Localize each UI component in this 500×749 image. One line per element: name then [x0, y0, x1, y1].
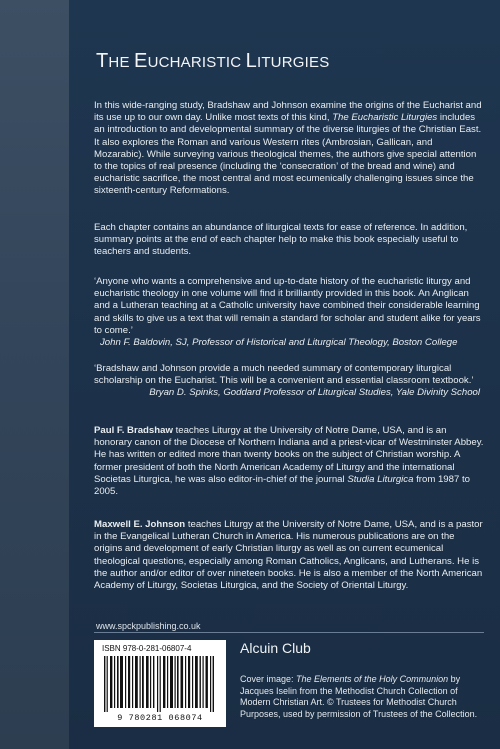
divider — [94, 632, 484, 633]
artwork-title: The Elements of the Holy Communion — [296, 674, 449, 684]
author-bio-text: teaches Liturgy at the University of Notre Dame, USA, and is an honorary canon of the Diocese of Northern Indiana and a priest-vicar of Westminster Abbey. He has written or edited more than twenty books on the subject of Christian worship. A former president of both the North American Academy of Liturgy and the international Societas Liturgica, he was also editor-in-chief of the journal — [94, 425, 484, 485]
cover-image-credit — [240, 674, 485, 720]
blurb-text: In this wide-ranging study, Bradshaw and Johnson examine the origins of the Eucharist and its use up to our own day. Unlike most texts of this kind, — [94, 100, 482, 124]
barcode — [94, 640, 226, 727]
blurb-text: includes an introduction to and developmental summary of the diverse liturgies of the Christian East. It also explores the Roman and various Western rites (Ambrosian, Gallican, and Mozarabic). While surveying various theological themes, the authors give special attention to the topics of real presence (including the ‘consecration’ of the bread and wine) and eucharistic sacrifice, the most central and most ecumenically challenging issues since the sixteenth-century Reformations. — [94, 112, 482, 197]
title-word-liturgies: ITURGIES — [256, 54, 330, 71]
book-title-italic: The Eucharistic Liturgies — [332, 112, 438, 124]
author-bio-bradshaw — [94, 425, 484, 498]
publisher-url: www.spckpublishing.co.uk — [96, 621, 201, 631]
title-letter-l: L — [245, 50, 257, 72]
author-bio-text: teaches Liturgy at the University of Notre Dame, USA, and is a pastor in the Evangelical Lutheran Church in America. His numerous publications are on the origins and development of early Christian liturgy as well as on current ecumenical theological questions, especially among Roman Catholics, Anglicans, and Lutherans. He is the author and/or editor of over nineteen books. He is also a member of the North American Academy of Liturgy, Societas Liturgica, and the Society of Oriental Liturgy. — [94, 519, 483, 592]
review-quote-2 — [94, 363, 484, 400]
barcode-bars — [102, 656, 218, 712]
isbn-label: ISBN 978-0-281-06807-4 — [102, 644, 192, 653]
author-bio-text: from 1987 to 2005. — [94, 473, 470, 498]
blurb-paragraph-1 — [94, 100, 484, 198]
series-name: Alcuin Club — [240, 640, 311, 656]
title-word-the: HE — [108, 54, 135, 71]
credit-text: by Jacques Iselin from the Methodist Church Collection of Modern Christian Art. © Trustees for Methodist Church Purposes, used by permission of Trustees of the Collection. — [240, 674, 478, 719]
title-letter-e: E — [134, 50, 148, 72]
credit-prefix: Cover image: — [240, 674, 297, 684]
quote-attribution: Bryan D. Spinks, Goddard Professor of Liturgical Studies, Yale Divinity School — [149, 387, 480, 399]
author-name: Paul F. Bradshaw — [94, 425, 173, 436]
quote-text: ‘Anyone who wants a comprehensive and up-to-date history of the eucharistic liturgy and eucharistic theology in one volume will find it brilliantly provided in this book. An Anglican and a Lutheran teaching at a Catholic university have combined their considerable learning and skills to give us a text that will remain a standard for scholar and student alike for years to come.’ — [94, 276, 481, 336]
book-title — [96, 50, 329, 73]
quote-attribution: John F. Baldovin, SJ, Professor of Historical and Liturgical Theology, Boston College — [100, 337, 458, 349]
quote-text: ‘Bradshaw and Johnson provide a much needed summary of contemporary liturgical scholarship on the Eucharist. This will be a convenient and essential classroom textbook.’ — [94, 363, 474, 387]
journal-title: Studia Liturgica — [347, 473, 414, 485]
author-bio-johnson — [94, 519, 484, 592]
review-quote-1 — [94, 276, 484, 349]
blurb-paragraph-2: Each chapter contains an abundance of liturgical texts for ease of reference. In addition, summary points at the end of each chapter help to make this book especially useful to teachers and students. — [94, 222, 468, 258]
author-name: Maxwell E. Johnson — [94, 519, 186, 530]
title-letter-t: T — [96, 50, 109, 72]
title-word-eucharistic: UCHARISTIC — [147, 54, 246, 71]
barcode-number: 9 780281 068074 — [117, 713, 203, 723]
